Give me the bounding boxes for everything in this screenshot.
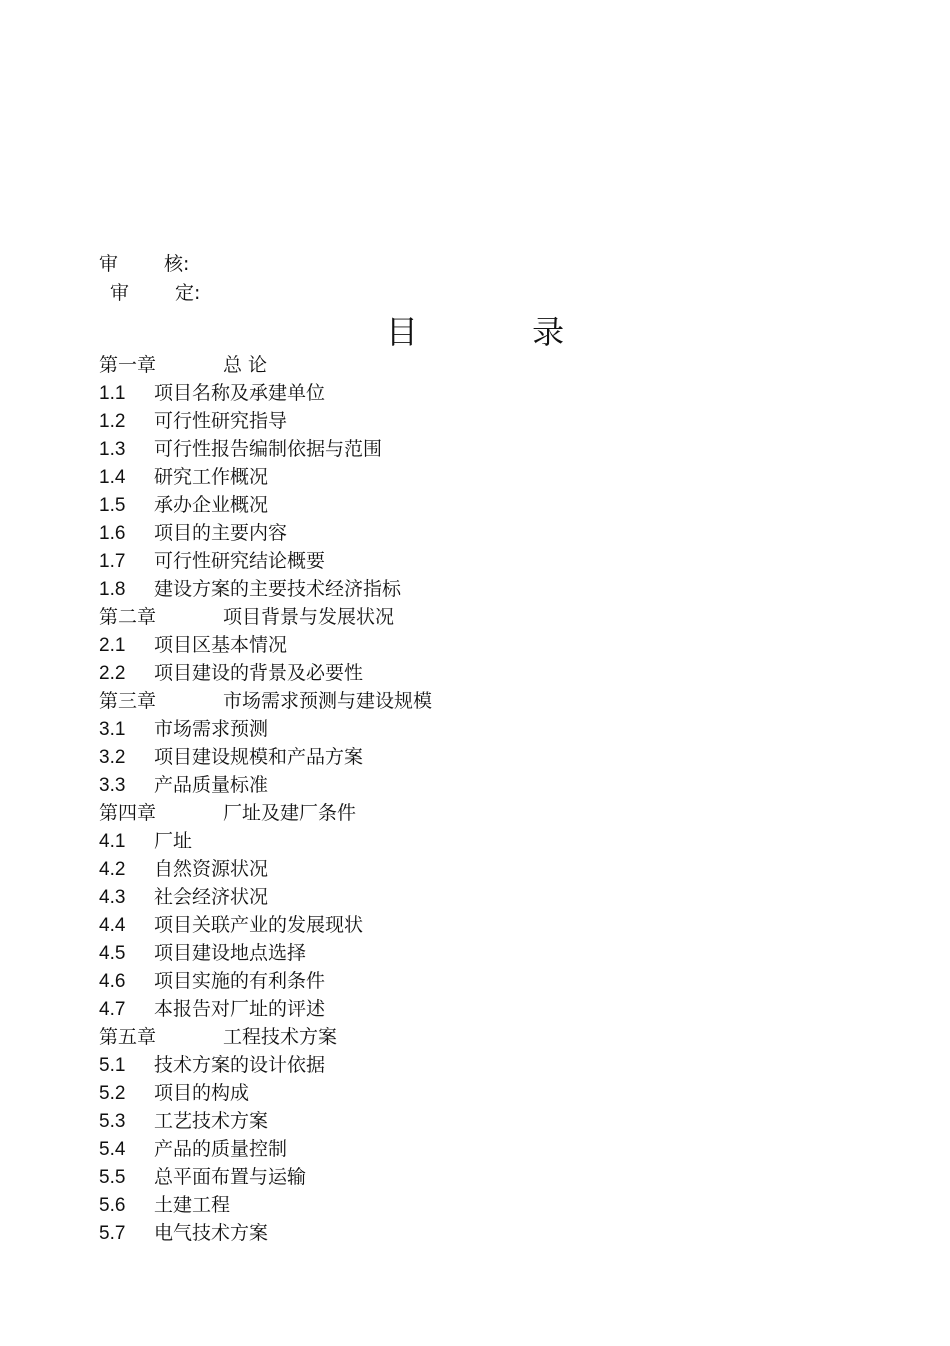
toc-entry-number: 3.2 [99, 747, 126, 768]
toc-entry-number: 第二章 [99, 606, 157, 628]
toc-section-entry [99, 1191, 859, 1219]
toc-section-entry [99, 435, 859, 463]
approve-label-char-1: 审 [110, 282, 130, 304]
toc-entry-title: 总平面布置与运输 [154, 1166, 307, 1188]
toc-title: 目 录 [385, 313, 617, 351]
toc-entry-number: 3.1 [99, 719, 126, 740]
toc-section-entry [99, 519, 859, 547]
toc-section-entry [99, 911, 859, 939]
toc-entry-number: 1.8 [99, 579, 126, 600]
toc-section-entry [99, 883, 859, 911]
toc-entry-number: 4.4 [99, 915, 126, 936]
toc-entry-number: 第四章 [99, 802, 157, 824]
toc-section-entry [99, 1219, 859, 1247]
toc-entry-title: 产品质量标准 [154, 774, 269, 796]
toc-section-entry [99, 1107, 859, 1135]
toc-entry-number: 5.2 [99, 1083, 126, 1104]
toc-entry-title: 项目实施的有利条件 [154, 970, 326, 992]
toc-section-entry [99, 407, 859, 435]
toc-entry-number: 5.5 [99, 1167, 126, 1188]
toc-section-entry [99, 575, 859, 603]
toc-entry-number: 1.4 [99, 467, 126, 488]
toc-entry-title: 产品的质量控制 [154, 1138, 288, 1160]
toc-entry-number: 2.1 [99, 635, 126, 656]
toc-entry-number: 5.7 [99, 1223, 126, 1244]
toc-entry-title: 建设方案的主要技术经济指标 [154, 578, 402, 600]
toc-entry-number: 5.1 [99, 1055, 126, 1076]
toc-section-entry [99, 715, 859, 743]
toc-entry-title: 工艺技术方案 [154, 1110, 269, 1132]
toc-section-entry [99, 939, 859, 967]
toc-section-entry [99, 995, 859, 1023]
toc-section-entry [99, 1163, 859, 1191]
toc-entry-number: 4.7 [99, 999, 126, 1020]
toc-entry-title: 项目建设规模和产品方案 [154, 746, 364, 768]
toc-entry-number: 4.6 [99, 971, 126, 992]
toc-entry-number: 2.2 [99, 663, 126, 684]
toc-entry-title: 厂址 [154, 830, 193, 852]
toc-entry-number: 4.1 [99, 831, 126, 852]
toc-entry-title: 市场需求预测 [154, 718, 269, 740]
toc-entry-number: 4.3 [99, 887, 126, 908]
toc-entry-title: 社会经济状况 [154, 886, 269, 908]
toc-entry-title: 厂址及建厂条件 [223, 802, 357, 824]
toc-section-entry [99, 967, 859, 995]
toc-chapter-entry [99, 799, 859, 827]
toc-chapter-entry [99, 687, 859, 715]
toc-section-entry [99, 1051, 859, 1079]
toc-entry-number: 1.6 [99, 523, 126, 544]
review-label-char-2: 核: [164, 253, 190, 275]
toc-entry-number: 5.3 [99, 1111, 126, 1132]
toc-entry-title: 项目建设地点选择 [154, 942, 307, 964]
toc-entry-title: 电气技术方案 [154, 1222, 269, 1244]
toc-section-entry [99, 463, 859, 491]
toc-entry-title: 项目关联产业的发展现状 [154, 914, 364, 936]
toc-entry-title: 本报告对厂址的评述 [154, 998, 326, 1020]
toc-entry-title: 市场需求预测与建设规模 [223, 690, 433, 712]
toc-section-entry [99, 855, 859, 883]
toc-entry-title: 自然资源状况 [154, 858, 269, 880]
toc-entry-number: 4.2 [99, 859, 126, 880]
toc-entry-number: 3.3 [99, 775, 126, 796]
toc-entry-title: 项目的构成 [154, 1082, 250, 1104]
toc-entry-title: 项目建设的背景及必要性 [154, 662, 364, 684]
approver-signature-line [110, 281, 200, 305]
toc-entry-number: 4.5 [99, 943, 126, 964]
toc-section-entry [99, 491, 859, 519]
toc-chapter-entry [99, 603, 859, 631]
toc-entry-number: 5.4 [99, 1139, 126, 1160]
toc-entry-number: 第五章 [99, 1026, 157, 1048]
toc-entry-number: 第三章 [99, 690, 157, 712]
toc-section-entry [99, 547, 859, 575]
toc-section-entry [99, 743, 859, 771]
toc-section-entry [99, 771, 859, 799]
toc-section-entry [99, 659, 859, 687]
toc-entry-title: 土建工程 [154, 1194, 231, 1216]
toc-entry-number: 第一章 [99, 354, 157, 376]
toc-entry-title: 可行性报告编制依据与范围 [154, 438, 383, 460]
approve-label-char-2: 定: [175, 282, 201, 304]
toc-entry-title: 项目的主要内容 [154, 522, 288, 544]
toc-section-entry [99, 1135, 859, 1163]
toc-entry-title: 总 论 [223, 354, 268, 376]
toc-entry-title: 承办企业概况 [154, 494, 269, 516]
toc-entry-title: 项目背景与发展状况 [223, 606, 395, 628]
toc-entry-title: 可行性研究结论概要 [154, 550, 326, 572]
table-of-contents [99, 351, 859, 1247]
review-label-char-1: 审 [99, 253, 119, 275]
toc-entry-title: 技术方案的设计依据 [154, 1054, 326, 1076]
toc-entry-number: 1.7 [99, 551, 126, 572]
toc-section-entry [99, 379, 859, 407]
toc-entry-number: 1.3 [99, 439, 126, 460]
toc-section-entry [99, 631, 859, 659]
toc-chapter-entry [99, 351, 859, 379]
reviewer-signature-line [99, 252, 189, 276]
toc-section-entry [99, 1079, 859, 1107]
toc-entry-number: 1.2 [99, 411, 126, 432]
toc-entry-number: 1.5 [99, 495, 126, 516]
toc-entry-number: 1.1 [99, 383, 126, 404]
toc-section-entry [99, 827, 859, 855]
toc-entry-title: 工程技术方案 [223, 1026, 338, 1048]
toc-chapter-entry [99, 1023, 859, 1051]
toc-entry-title: 项目区基本情况 [154, 634, 288, 656]
toc-entry-number: 5.6 [99, 1195, 126, 1216]
toc-entry-title: 项目名称及承建单位 [154, 382, 326, 404]
toc-entry-title: 可行性研究指导 [154, 410, 288, 432]
toc-entry-title: 研究工作概况 [154, 466, 269, 488]
